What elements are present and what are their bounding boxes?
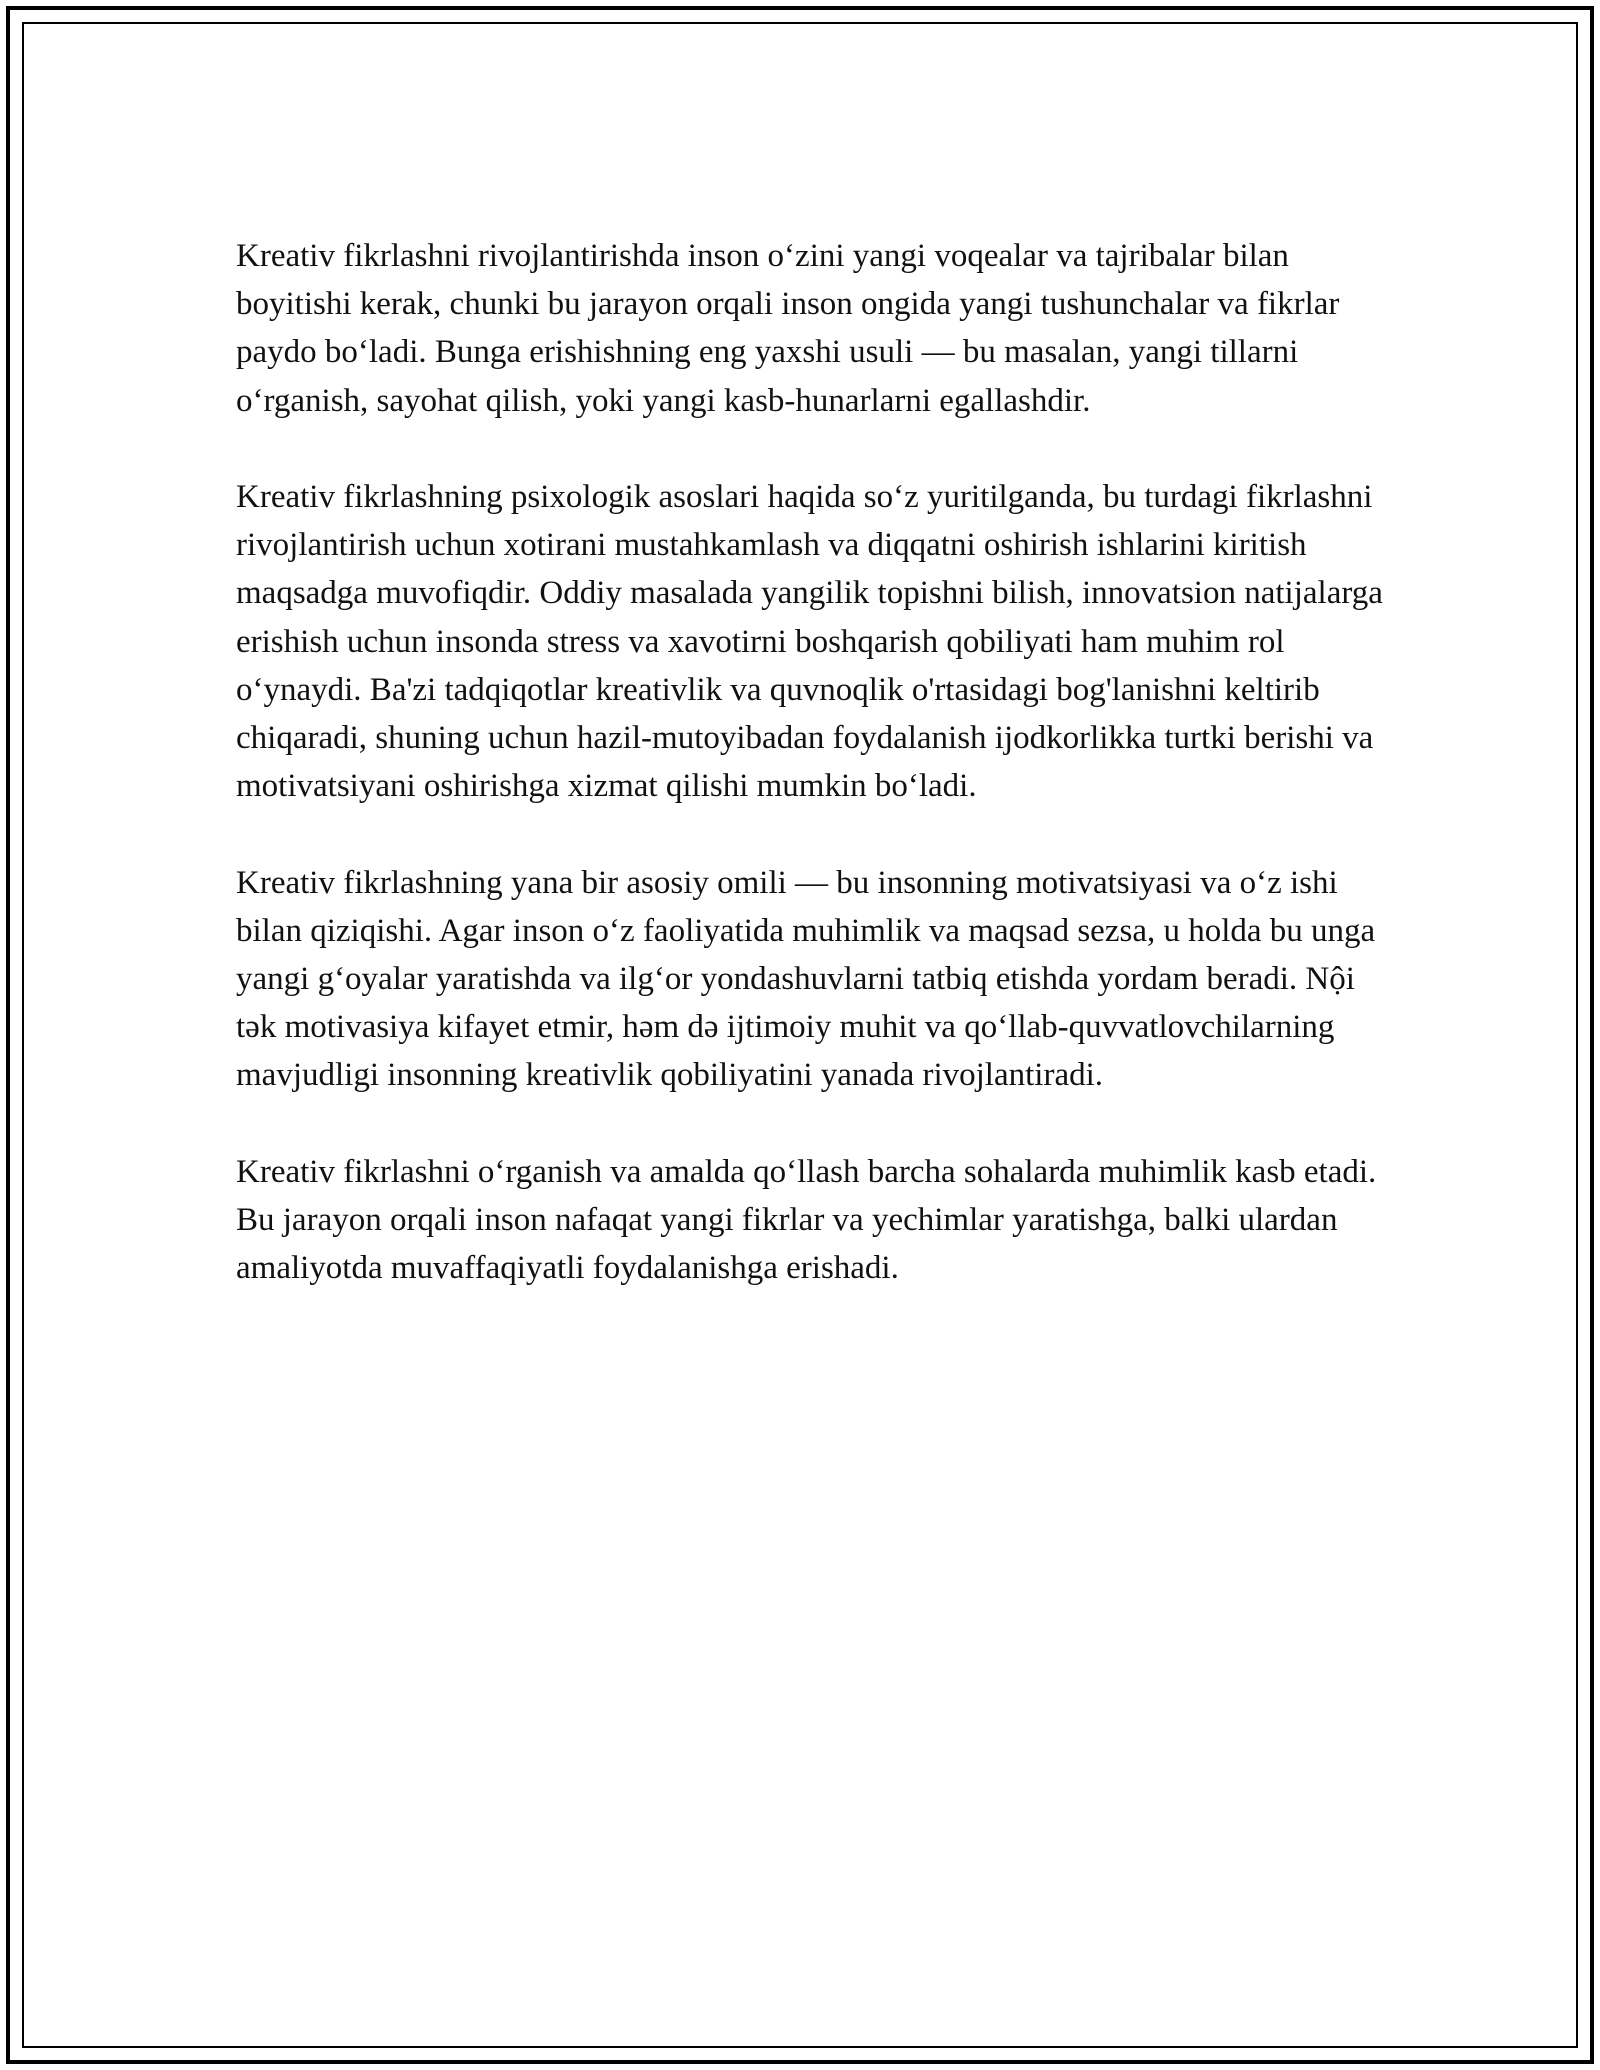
paragraph-1: Kreativ fikrlashni rivojlantirishda inson o‘zini yangi voqealar va tajribalar bilan boyitishi kerak, chunki bu jarayon orqali inson ongida yangi tushunchalar va fikrlar paydo bo‘ladi. Bunga erishishning eng yaxshi usuli — bu masalan, yangi tillarni o‘rganish, sayohat qilish, yoki yangi kasb-hunarlarni egallashdir. [236, 238, 1340, 419]
paragraph-3: Kreativ fikrlashning yana bir asosiy omili — bu insonning motivatsiyasi va o‘z ishi bilan qiziqishi. Agar inson o‘z faoliyatida muhimlik va maqsad sezsa, u holda bu unga yangi g‘oyalar yaratishda va ilg‘or yondashuvlarni tatbiq etishda yordam beradi. Nội tək motivasiya kifayet etmir, həm də ijtimoiy muhit va qo‘llab-quvvatlovchilarning mavjudligi insonning kreativlik qobiliyatini yanada rivojlantiradi. [236, 864, 1376, 1094]
document-body [236, 232, 1386, 1341]
paragraph-4: Kreativ fikrlashni o‘rganish va amalda qo‘llash barcha sohalarda muhimlik kasb etadi. Bu jarayon orqali inson nafaqat yangi fikrlar va yechimlar yaratishga, balki ulardan amaliyotda muvaffaqiyatli foydalanishga erishadi. [236, 1153, 1377, 1287]
paragraph-2: Kreativ fikrlashning psixologik asoslari haqida so‘z yuritilganda, bu turdagi fikrlashni rivojlantirish uchun xotirani mustahkamlash va diqqatni oshirish ishlarini kiritish maqsadga muvofiqdir. Oddiy masalada yangilik topishni bilish, innovatsion natijalarga erishish uchun insonda stress va xavotirni boshqarish qobiliyati ham muhim rol o‘ynaydi. Ba'zi tadqiqotlar kreativlik va quvnoqlik o'rtasidagi bog'lanishni keltirib chiqaradi, shuning uchun hazil-mutoyibadan foydalanish ijodkorlikka turtki berishi va motivatsiyani oshirishga xizmat qilishi mumkin bo‘ladi. [236, 479, 1383, 805]
